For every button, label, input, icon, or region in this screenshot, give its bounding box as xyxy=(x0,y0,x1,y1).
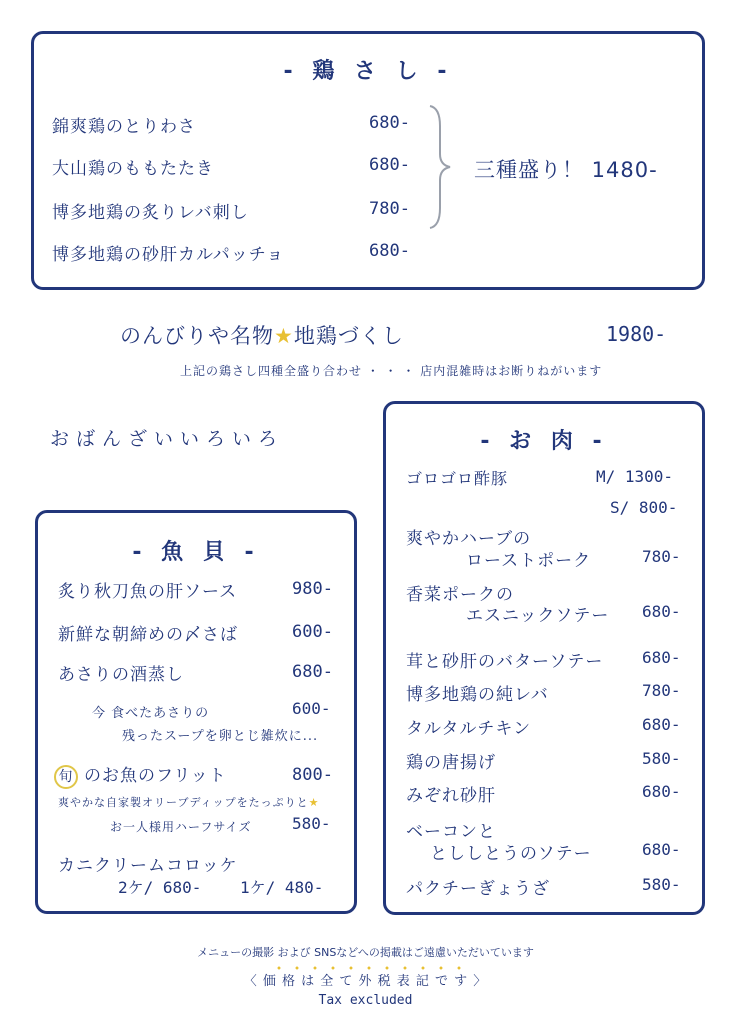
menu-item-price: 600- xyxy=(292,622,333,642)
star-icon: ★ xyxy=(274,324,294,348)
menu-item-price: 780- xyxy=(642,681,681,700)
tax-en: Tax excluded xyxy=(318,993,413,1008)
specialty-name xyxy=(120,320,404,350)
torisashi-title: - 鶏 さ し - xyxy=(283,59,453,84)
tax-note: 〈 価 格 は 全 て 外 税 表 記 で す 〉 xyxy=(243,974,488,989)
pork-line2: エスニックソテー xyxy=(466,606,610,626)
croquette-name: カニクリームコロッケ xyxy=(58,856,238,876)
menu-item-price: 680- xyxy=(642,648,681,667)
menu-item-name: 博多地鶏の純レバ xyxy=(406,685,549,705)
zosui-line1: 今 食べたあさりの xyxy=(92,706,210,721)
menu-item-name: 大山鶏のももたたき xyxy=(52,159,214,179)
specialty-note: 上記の鶏さし四種全盛り合わせ ・ ・ ・ 店内混雑時はお断りねがいます xyxy=(180,364,603,378)
menu-item-name: 鶏の唐揚げ xyxy=(406,753,496,773)
menu-item-price: 680- xyxy=(369,113,410,133)
herb-price: 780- xyxy=(642,547,681,566)
bacon-price: 680- xyxy=(642,840,681,859)
star-icon: ★ xyxy=(308,796,320,809)
half-price: 580- xyxy=(292,814,331,833)
goro-price-s: S/ 800- xyxy=(610,498,678,517)
fritto-name: のお魚のフリット xyxy=(84,766,227,786)
menu-item-price: 680- xyxy=(369,155,410,175)
pork-line1: 香菜ポークの xyxy=(406,585,514,605)
fritto-item xyxy=(54,761,227,789)
brace-icon xyxy=(426,102,456,232)
menu-item-name: 茸と砂肝のバターソテー xyxy=(406,652,604,672)
bacon-line2: とししとうのソテー xyxy=(430,844,592,864)
menu-item-name: みぞれ砂肝 xyxy=(406,786,496,806)
fritto-note-text: 爽やかな自家製オリーブディップをたっぷりと xyxy=(58,796,309,809)
goro-price-m: M/ 1300- xyxy=(596,467,674,486)
combo-offer: 三種盛り！ 1480- xyxy=(474,158,658,182)
meat-title: - お 肉 - xyxy=(480,429,608,454)
specialty-name-a: のんびりや名物 xyxy=(120,324,274,348)
fritto-price: 800- xyxy=(292,765,333,785)
menu-item-price: 980- xyxy=(292,579,333,599)
torisashi-section xyxy=(31,31,705,290)
gyoza-price: 580- xyxy=(642,875,681,894)
menu-item-name: 炙り秋刀魚の肝ソース xyxy=(58,582,238,602)
pork-price: 680- xyxy=(642,602,681,621)
seafood-title: - 魚 貝 - xyxy=(132,540,260,565)
croquette-prices: 2ケ/ 680- 1ケ/ 480- xyxy=(118,878,324,897)
seafood-section xyxy=(35,510,357,914)
gyoza-name: パクチーぎょうざ xyxy=(406,879,550,899)
menu-item-name: 博多地鶏の砂肝カルパッチョ xyxy=(52,245,285,265)
fritto-note xyxy=(58,794,319,810)
menu-item-name: 錦爽鶏のとりわさ xyxy=(52,117,196,137)
specialty-name-b: 地鶏づくし xyxy=(293,324,404,348)
goro-name: ゴロゴロ酢豚 xyxy=(406,469,509,488)
menu-item-name: あさりの酒蒸し xyxy=(58,665,184,685)
meat-section xyxy=(383,401,705,915)
bacon-line1: ベーコンと xyxy=(406,822,496,842)
herb-line1: 爽やかハーブの xyxy=(406,529,532,549)
menu-item-price: 680- xyxy=(292,662,333,682)
menu-item-price: 780- xyxy=(369,199,410,219)
menu-item-name: 新鮮な朝締めの〆さば xyxy=(58,625,238,645)
herb-line2: ローストポーク xyxy=(466,551,592,571)
obanzai-heading: おばんざいいろいろ xyxy=(50,428,285,450)
specialty-price: 1980- xyxy=(606,322,667,346)
menu-item-name: 博多地鶏の炙りレバ刺し xyxy=(52,203,249,223)
menu-item-price: 580- xyxy=(642,749,681,768)
zosui-price: 600- xyxy=(292,699,331,718)
menu-item-price: 680- xyxy=(642,782,681,801)
photo-note: メニューの撮影 および SNSなどへの掲載はご遠慮いただいています xyxy=(197,946,534,959)
menu-item-price: 680- xyxy=(642,715,681,734)
menu-item-price: 680- xyxy=(369,241,410,261)
zosui-line2: 残ったスープを卵とじ雑炊に... xyxy=(122,729,319,744)
menu-item-name: タルタルチキン xyxy=(406,719,532,739)
half-label: お一人様用ハーフサイズ xyxy=(110,820,252,834)
seasonal-mark: 旬 xyxy=(54,765,78,789)
